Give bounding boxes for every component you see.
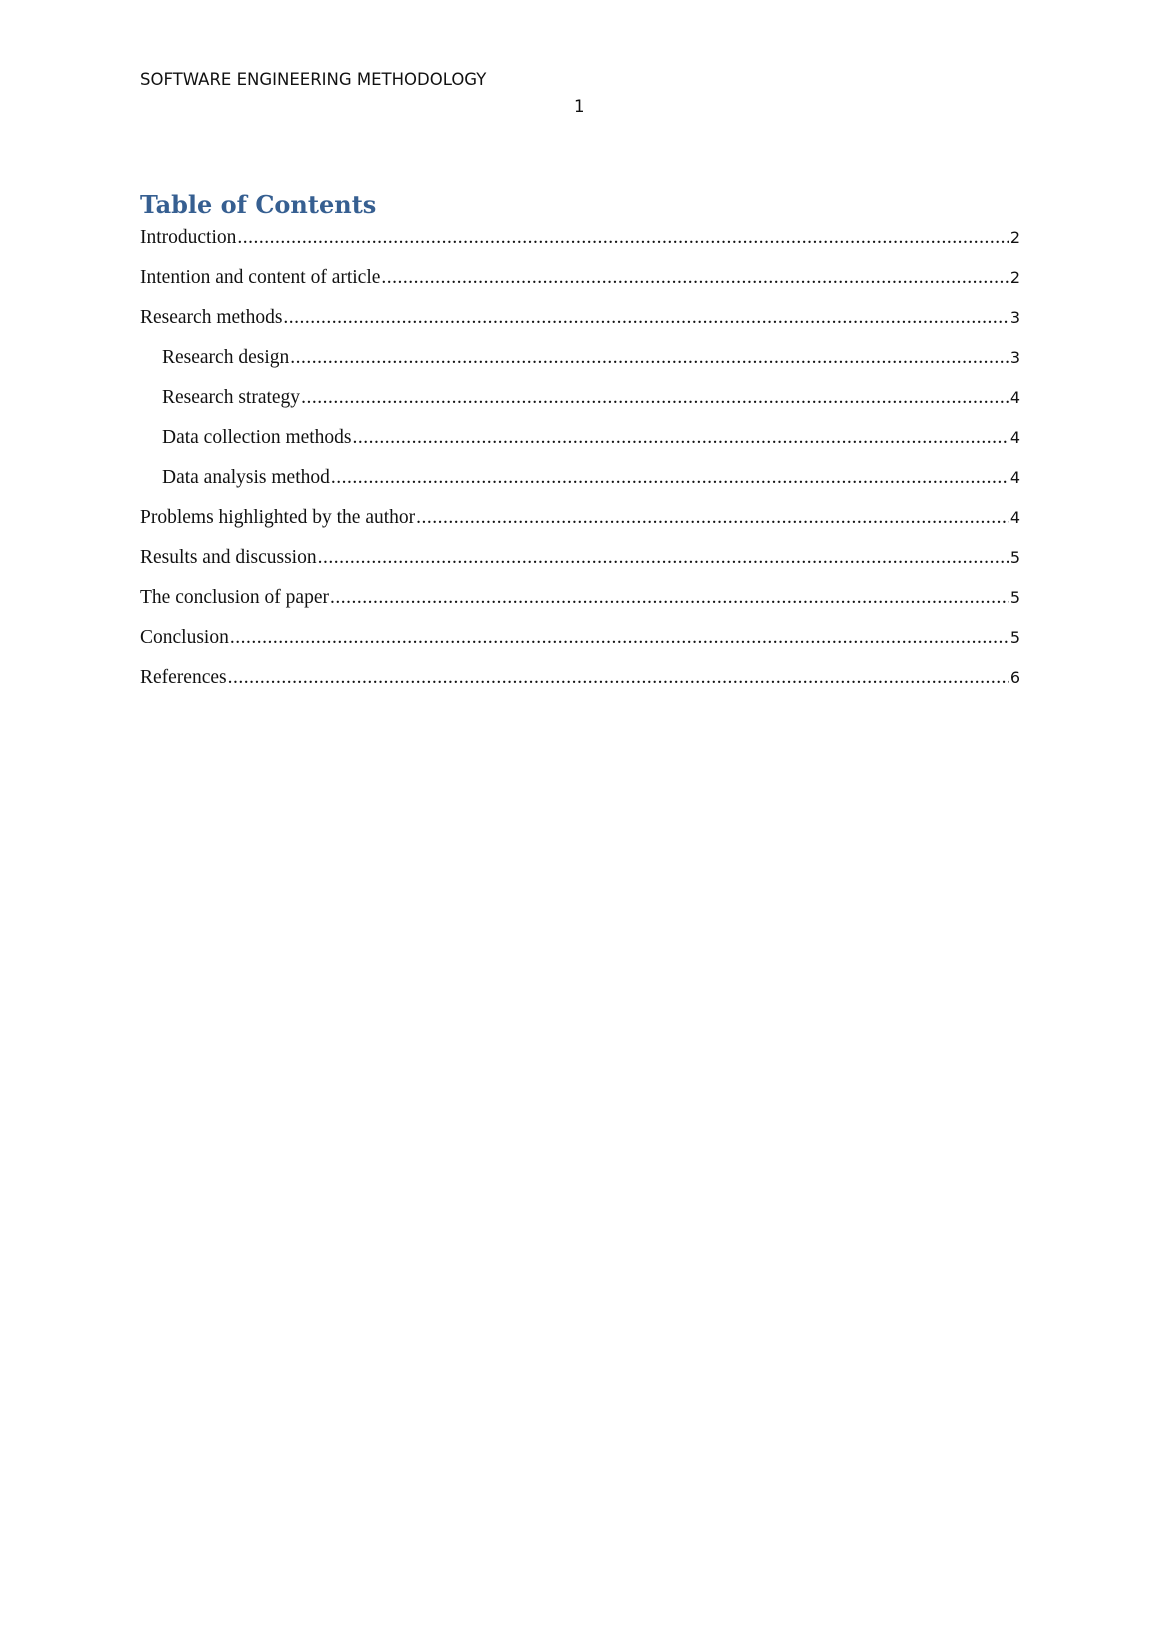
- toc-entry-label: Problems highlighted by the author: [140, 507, 416, 528]
- page-number: 1: [574, 97, 585, 116]
- toc-entry[interactable]: [140, 387, 1020, 427]
- toc-entry-page: 5: [1009, 588, 1020, 607]
- toc-entry-label: Data analysis method: [162, 467, 330, 488]
- table-of-contents: [140, 227, 1020, 707]
- running-head: SOFTWARE ENGINEERING METHODOLOGY: [140, 70, 487, 89]
- dot-leader: [283, 307, 1008, 329]
- toc-entry[interactable]: [140, 307, 1020, 347]
- dot-leader: [290, 347, 1009, 369]
- toc-entry-label: Results and discussion: [140, 547, 317, 568]
- toc-entry-label: References: [140, 667, 227, 688]
- toc-entry[interactable]: [140, 547, 1020, 587]
- toc-entry-label: Intention and content of article: [140, 267, 381, 288]
- toc-entry-page: 2: [1009, 228, 1020, 247]
- dot-leader: [318, 547, 1009, 569]
- toc-entry-page: 3: [1009, 348, 1020, 367]
- dot-leader: [230, 627, 1009, 649]
- toc-entry-label: Research design: [162, 347, 290, 368]
- toc-entry-page: 4: [1009, 388, 1020, 407]
- dot-leader: [353, 427, 1009, 449]
- toc-entry-page: 2: [1009, 268, 1020, 287]
- toc-entry[interactable]: [140, 507, 1020, 547]
- toc-entry-label: Research strategy: [162, 387, 301, 408]
- dot-leader: [301, 387, 1009, 409]
- toc-entry[interactable]: [140, 627, 1020, 667]
- toc-entry-page: 6: [1009, 668, 1020, 687]
- toc-entry[interactable]: [140, 227, 1020, 267]
- dot-leader: [416, 507, 1009, 529]
- toc-entry-label: Data collection methods: [162, 427, 352, 448]
- toc-entry-page: 4: [1009, 428, 1020, 447]
- toc-entry-label: Introduction: [140, 227, 237, 248]
- dot-leader: [381, 267, 1008, 289]
- toc-entry-label: The conclusion of paper: [140, 587, 329, 608]
- toc-entry-label: Conclusion: [140, 627, 229, 648]
- toc-entry-page: 5: [1009, 628, 1020, 647]
- toc-entry[interactable]: [140, 587, 1020, 627]
- dot-leader: [330, 587, 1009, 609]
- dot-leader: [331, 467, 1009, 489]
- toc-entry[interactable]: [140, 267, 1020, 307]
- toc-entry-page: 5: [1009, 548, 1020, 567]
- dot-leader: [228, 667, 1009, 689]
- toc-entry-page: 4: [1009, 468, 1020, 487]
- toc-title: Table of Contents: [140, 190, 377, 219]
- toc-entry-page: 4: [1009, 508, 1020, 527]
- toc-entry[interactable]: [140, 467, 1020, 507]
- toc-entry[interactable]: [140, 667, 1020, 707]
- toc-entry-label: Research methods: [140, 307, 283, 328]
- toc-entry[interactable]: [140, 347, 1020, 387]
- dot-leader: [237, 227, 1008, 249]
- toc-entry[interactable]: [140, 427, 1020, 467]
- toc-entry-page: 3: [1009, 308, 1020, 327]
